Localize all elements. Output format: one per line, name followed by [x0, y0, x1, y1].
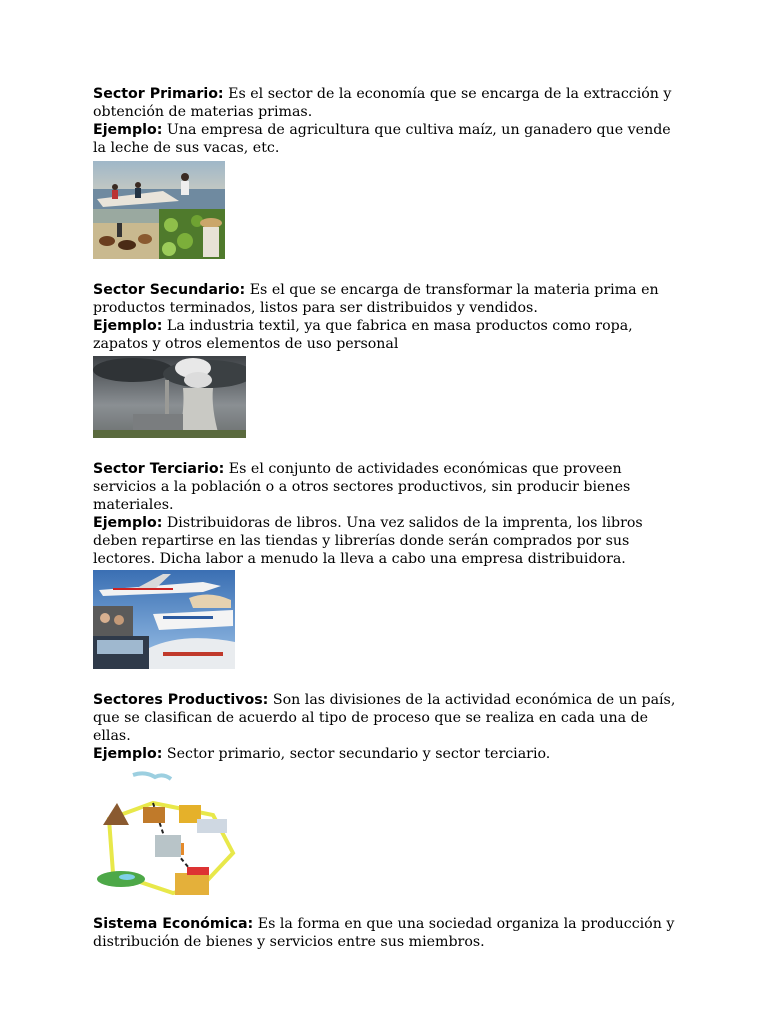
- definition-primary-sector: [93, 85, 683, 121]
- definition-tertiary-sector: [93, 460, 683, 514]
- productive-sectors-diagram-image: [93, 769, 241, 909]
- definition-text: Es el sector de la economía que se encarga de la extracción y obtención de materias primas.: [93, 86, 672, 120]
- term-label: Sistema Económica:: [93, 916, 254, 932]
- example-label: Ejemplo:: [93, 515, 163, 531]
- definition-economic-system: [93, 915, 683, 951]
- example-label: Ejemplo:: [93, 122, 163, 138]
- definition-text: Son las divisiones de la actividad económica de un país, que se clasifican de acuerdo al tipo de proceso que se realiza en cada una de ellas.: [93, 692, 676, 744]
- example-label: Ejemplo:: [93, 318, 163, 334]
- definition-text: Es la forma en que una sociedad organiza la producción y distribución de bienes y servicios entre sus miembros.: [93, 916, 675, 950]
- example-text: Distribuidoras de libros. Una vez salidos de la imprenta, los libros deben repartirse en las tiendas y librerías donde serán comprados por sus lectores. Dicha labor a menudo la lleva a cabo una empresa distribuidora.: [93, 515, 643, 567]
- example-text: Sector primario, sector secundario y sector terciario.: [162, 746, 551, 762]
- term-label: Sectores Productivos:: [93, 692, 269, 708]
- term-label: Sector Secundario:: [93, 282, 246, 298]
- example-tertiary-sector: [93, 514, 683, 568]
- tertiary-sector-transport-collage-image: [93, 570, 235, 669]
- definition-secondary-sector: [93, 281, 683, 317]
- example-primary-sector: [93, 121, 683, 157]
- example-label: Ejemplo:: [93, 746, 163, 762]
- example-secondary-sector: [93, 317, 683, 353]
- example-text: Una empresa de agricultura que cultiva maíz, un ganadero que vende la leche de sus vacas, etc.: [93, 122, 671, 156]
- term-label: Sector Terciario:: [93, 461, 225, 477]
- document-body: [93, 85, 683, 951]
- definition-text: Es el conjunto de actividades económicas que proveen servicios a la población o a otros sectores productivos, sin producir bienes materiales.: [93, 461, 631, 513]
- definition-text: Es el que se encarga de transformar la materia prima en productos terminados, listos para ser distribuidos y vendidos.: [93, 282, 659, 316]
- term-label: Sector Primario:: [93, 86, 224, 102]
- example-text: La industria textil, ya que fabrica en masa productos como ropa, zapatos y otros elementos de uso personal: [93, 318, 633, 352]
- primary-sector-collage-image: [93, 161, 225, 259]
- secondary-sector-power-plant-image: [93, 356, 246, 438]
- definition-productive-sectors: [93, 691, 683, 745]
- example-productive-sectors: [93, 745, 683, 763]
